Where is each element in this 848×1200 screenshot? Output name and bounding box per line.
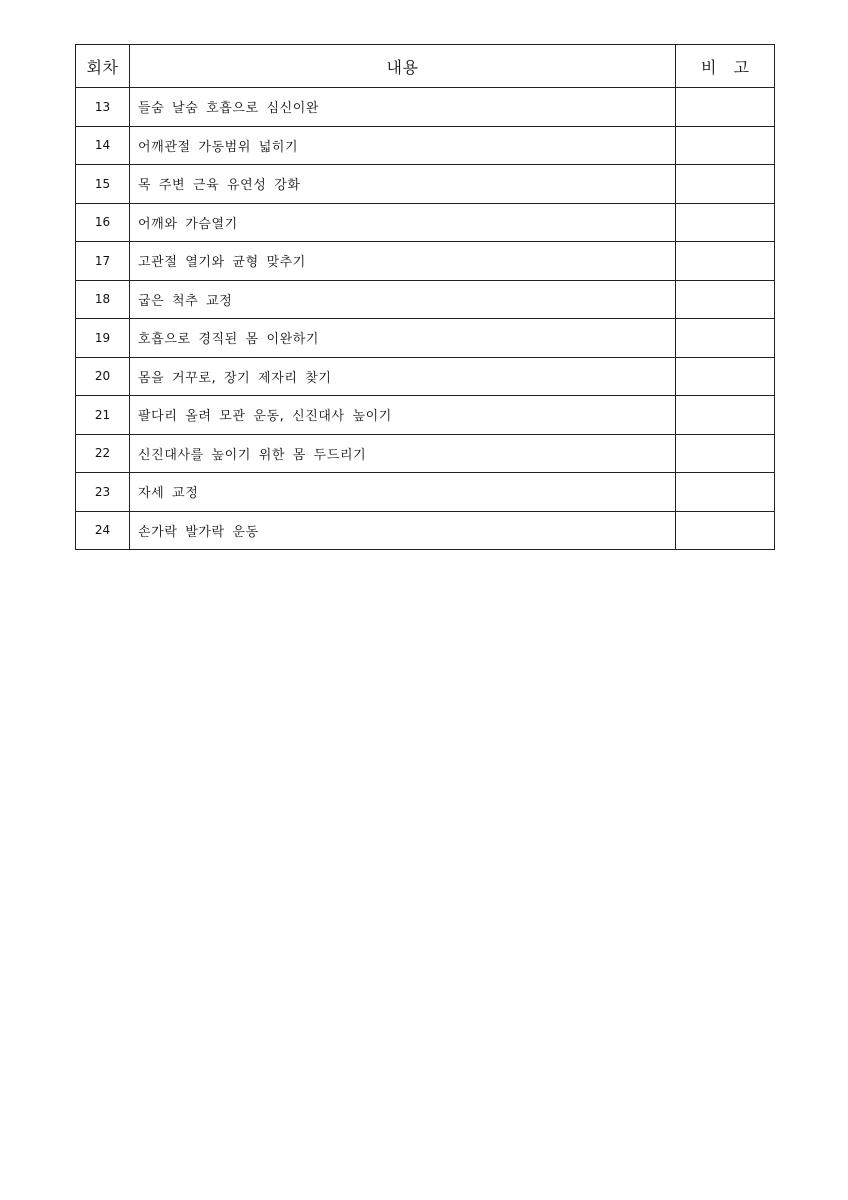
note-cell <box>676 319 775 358</box>
content-cell: 어깨관절 가동범위 넓히기 <box>130 126 676 165</box>
table-row <box>76 434 775 473</box>
content-cell: 들숨 날숨 호흡으로 심신이완 <box>130 88 676 127</box>
session-number-cell: 22 <box>76 434 130 473</box>
note-cell <box>676 357 775 396</box>
session-number-cell: 13 <box>76 88 130 127</box>
table-row <box>76 280 775 319</box>
table-row <box>76 319 775 358</box>
note-cell <box>676 396 775 435</box>
session-number-cell: 24 <box>76 511 130 550</box>
session-number-cell: 20 <box>76 357 130 396</box>
table-row <box>76 473 775 512</box>
session-number-cell: 14 <box>76 126 130 165</box>
note-cell <box>676 280 775 319</box>
session-column-header: 회차 <box>76 45 130 88</box>
content-cell: 손가락 발가락 운동 <box>130 511 676 550</box>
content-cell: 어깨와 가슴열기 <box>130 203 676 242</box>
session-number-cell: 21 <box>76 396 130 435</box>
session-number-cell: 23 <box>76 473 130 512</box>
session-number-cell: 19 <box>76 319 130 358</box>
table-row <box>76 357 775 396</box>
table-row <box>76 242 775 281</box>
note-cell <box>676 165 775 204</box>
content-cell: 목 주변 근육 유연성 강화 <box>130 165 676 204</box>
note-cell <box>676 203 775 242</box>
table-row <box>76 165 775 204</box>
note-cell <box>676 511 775 550</box>
content-cell: 자세 교정 <box>130 473 676 512</box>
session-number-cell: 18 <box>76 280 130 319</box>
note-cell <box>676 434 775 473</box>
content-cell: 신진대사를 높이기 위한 몸 두드리기 <box>130 434 676 473</box>
note-cell <box>676 126 775 165</box>
content-cell: 고관절 열기와 균형 맞추기 <box>130 242 676 281</box>
table-header-row <box>76 45 775 88</box>
session-number-cell: 16 <box>76 203 130 242</box>
table-row <box>76 88 775 127</box>
content-column-header: 내용 <box>130 45 676 88</box>
content-cell: 몸을 거꾸로, 장기 제자리 찾기 <box>130 357 676 396</box>
table-row <box>76 511 775 550</box>
note-cell <box>676 473 775 512</box>
note-cell <box>676 88 775 127</box>
table-row <box>76 396 775 435</box>
content-cell: 호흡으로 경직된 몸 이완하기 <box>130 319 676 358</box>
session-schedule-table <box>75 44 775 550</box>
session-number-cell: 15 <box>76 165 130 204</box>
content-cell: 팔다리 올려 모관 운동, 신진대사 높이기 <box>130 396 676 435</box>
note-cell <box>676 242 775 281</box>
table-row <box>76 126 775 165</box>
session-number-cell: 17 <box>76 242 130 281</box>
note-column-header: 비 고 <box>676 45 775 88</box>
table-row <box>76 203 775 242</box>
content-cell: 굽은 척추 교정 <box>130 280 676 319</box>
